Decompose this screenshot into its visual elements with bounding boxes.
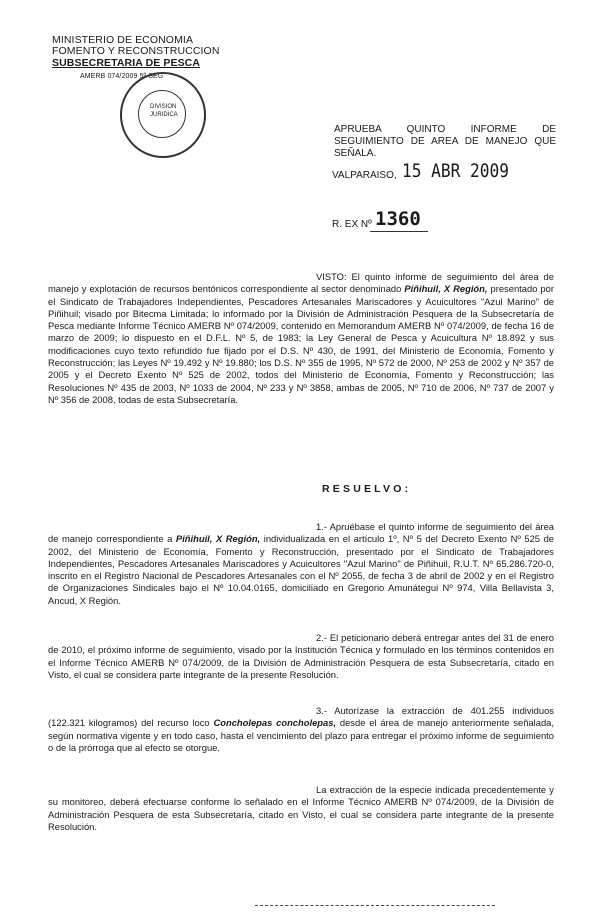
stamp-text-2: JURIDICA — [150, 112, 178, 118]
reference-code: AMERB 074/2009 5ª SEG — [80, 73, 164, 80]
item-3-species: Concholepas concholepas, — [213, 717, 337, 729]
division-juridica-stamp — [120, 72, 206, 158]
item-1-sector: Piñihuil, X Región, — [175, 533, 261, 545]
item-3b-text: La extracción de la especie indicada precedentemente y su monitoreo, deberá efectuarse conforme lo señalado en el Informe Técnico AMERB Nº 074/2009, de la División de Administración Pesquera de esta Subsecretaría, citado en Visto, el cual se considera parte integrante de la presente Resolución. — [48, 784, 554, 832]
title-line-2: SEGUIMIENTO DE AREA DE MANEJO QUE — [334, 136, 556, 147]
item-3-paragraph — [48, 705, 554, 754]
item-1-text-2: individualizada en el artículo 1º, Nº 5 del Decreto Exento Nº 525 de 2002, del Ministerio de Economía, Fomento y Reconstrucción, presentado por el Sindicato de Trabajadores Independientes, Pescadores Artesanales Mariscadores y Acuicultores "Azul Marino" de Piñihuil, R.U.T. Nº 65.286.720-0, inscrito en el Registro Nacional de Pescadores Artesanales con el Nº 2055, de fecha 3 de abril de 2002 y en el Registro de Organizaciones Sindicales bajo el Nº 10.04.0165, domiciliado en Gregorio Amunátegui Nº 974, Villa Bellavista 3, Ancud, X Región. — [48, 533, 555, 606]
visto-paragraph — [48, 271, 554, 406]
resolution-title — [334, 124, 556, 160]
date-stamp: 15 ABR 2009 — [402, 160, 509, 182]
item-3-text-2: desde el área de manejo anteriormente señalada, según normativa vigente y en todo caso, hasta el vencimiento del plazo para entregar el próximo informe de seguimiento o de la prórroga que al efecto se otorgue. — [48, 717, 554, 753]
subsecretaria-name: SUBSECRETARIA DE PESCA — [52, 57, 201, 69]
ministry-name-cont: FOMENTO Y RECONSTRUCCION — [52, 45, 220, 57]
resolution-underline — [370, 231, 428, 232]
item-3b-paragraph — [48, 784, 554, 833]
item-1-text-1: 1.- Apruébase el quinto informe de seguimiento del área de manejo correspondiente a — [48, 521, 554, 545]
title-line-1: APRUEBA QUINTO INFORME DE — [334, 124, 556, 135]
visto-text-1: VISTO: El quinto informe de seguimiento del área de manejo y explotación de recursos bentónicos correspondiente al sector denominado — [48, 271, 554, 295]
visto-text-2: presentado por el Sindicato de Trabajadores Independientes, Pescadores Artesanales Mariscadores y Acuicultores "Azul Marino" de Piñihuil; visado por Bitecma Limitada; lo informado por la División de Administración Pesquera de la Subsecretaría de Pesca mediante Informe Técnico AMERB Nº 074/2009, contenido en Memorandum AMERB Nº 074/2009, de fecha 16 de marzo de 2009; lo dispuesto en el D.F.L. Nº 5, de 1983; la Ley General de Pesca y Acuicultura Nº 18.892 y sus modificaciones cuyo texto refundido fue fijado por el D.S. Nº 430, de 1991, del Ministerio de Economía, Fomento y Reconstrucción; las Leyes Nº 19.492 y Nº 19.880; los D.S. Nº 355 de 1995, Nº 572 de 2000, Nº 253 de 2002 y Nº 357 de 2005 y el Decreto Exento Nº 525 de 2002, todos del Ministerio de Economía, Fomento y Reconstrucción; las Resoluciones Nº 435 de 2003, Nº 1033 de 2004, Nº 233 y Nº 3858, ambas de 2005, Nº 710 de 2006, Nº 737 de 2007 y Nº 356 de 2008, todas de esta Subsecretaría. — [48, 283, 554, 405]
item-1-paragraph — [48, 521, 554, 607]
signature-line — [255, 905, 495, 906]
item-3-text-1: 3.- Autorízase la extracción de 401.255 individuos (122.321 kilogramos) del recurso loco — [48, 705, 554, 729]
item-2-text: 2.- El peticionario deberá entregar antes del 31 de enero de 2010, el próximo informe de seguimiento, visado por la Institución Técnica y formulado en los términos contenidos en el Informe Técnico AMERB Nº 074/2009, de la División de Administración Pesquera de esta Subsecretaría, citado en Visto, el cual se considera parte integrante de la presente Resolución. — [48, 632, 554, 680]
title-line-3: SEÑALA. — [334, 148, 377, 159]
visto-sector: Piñihuil, X Región, — [404, 283, 488, 295]
item-2-paragraph — [48, 632, 554, 681]
stamp-text-1: DIVISION — [150, 104, 177, 110]
resolution-label: R. EX Nº — [332, 219, 372, 230]
place-label: VALPARAISO, — [332, 170, 397, 181]
resolution-number: 1360 — [375, 208, 421, 230]
ministry-name: MINISTERIO DE ECONOMIA — [52, 34, 194, 46]
resuelvo-heading: RESUELVO: — [322, 483, 412, 495]
